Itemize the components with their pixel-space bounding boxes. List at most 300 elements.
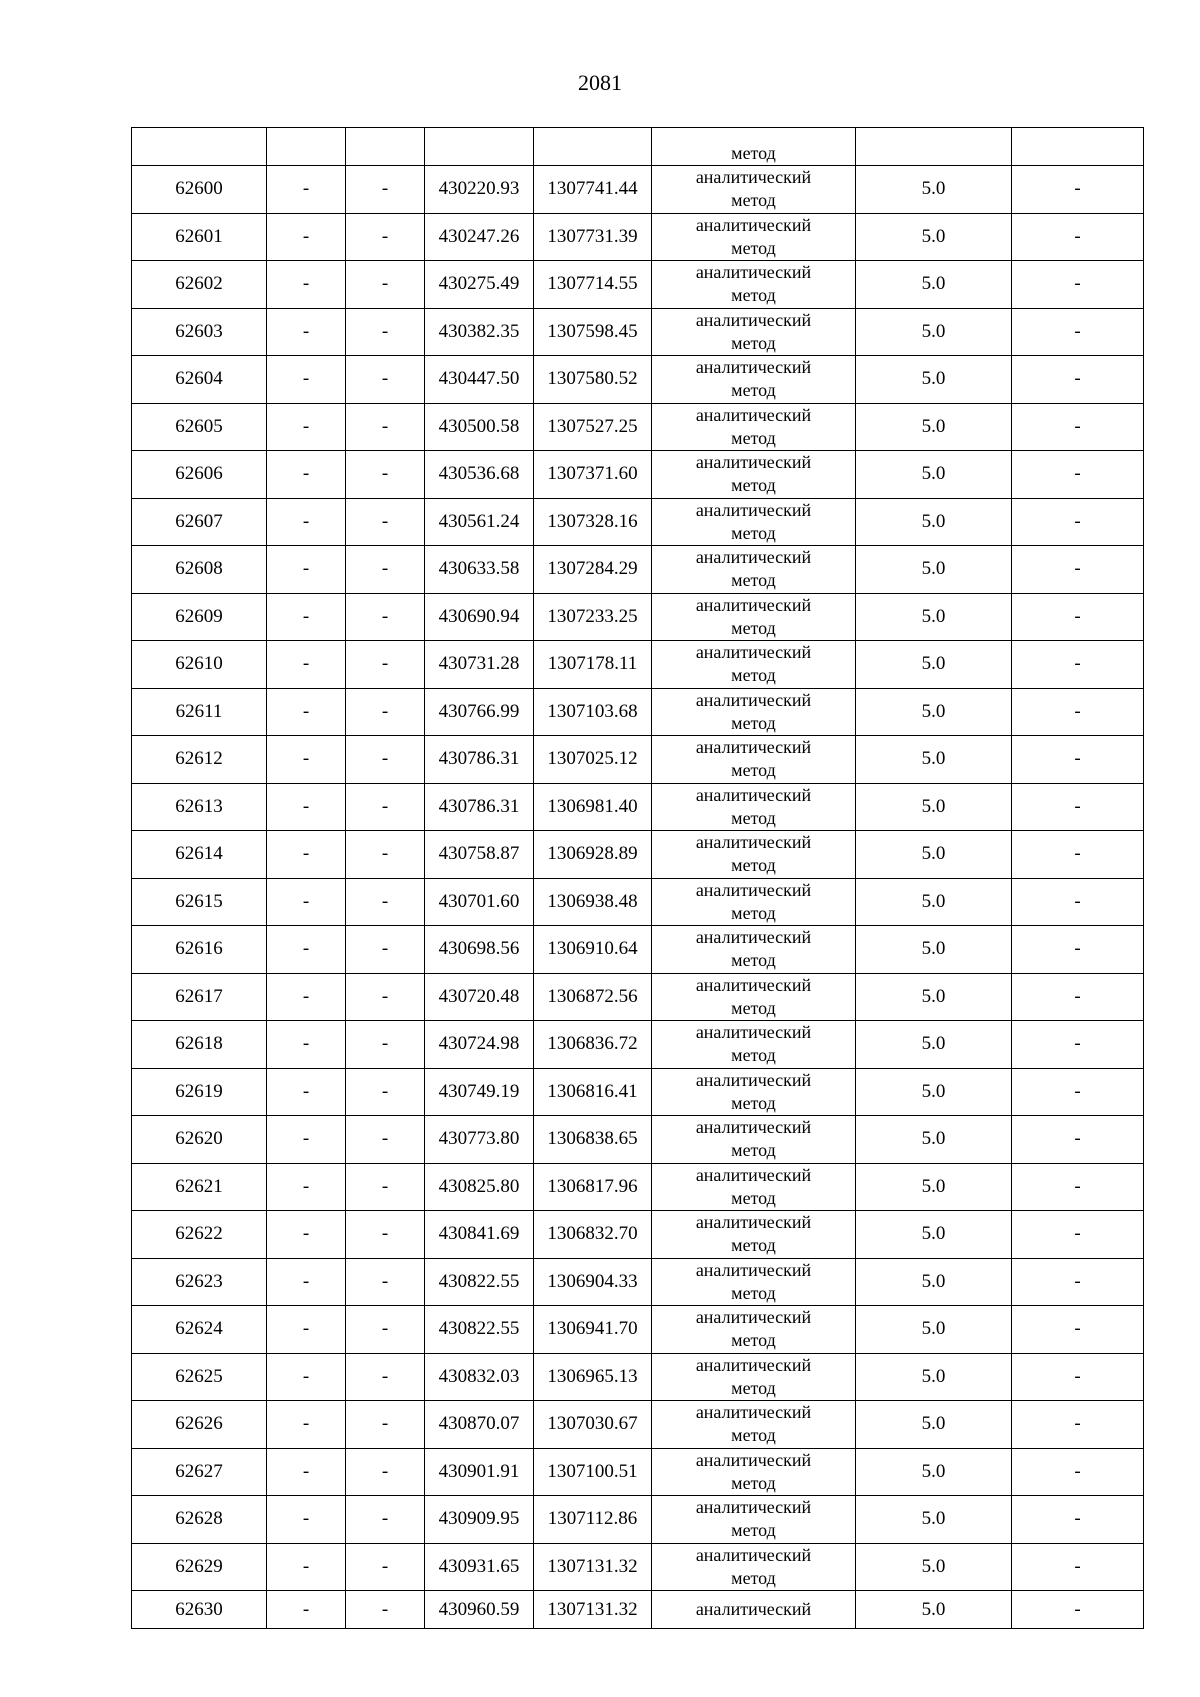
dash-cell: - bbox=[346, 641, 425, 689]
dash-cell: - bbox=[267, 1258, 346, 1306]
dash-cell: - bbox=[346, 213, 425, 261]
method-text: аналитический bbox=[695, 1449, 812, 1470]
method-cell bbox=[652, 878, 856, 926]
method-cell bbox=[652, 308, 856, 356]
table-row bbox=[132, 1163, 1144, 1211]
method-cell bbox=[652, 688, 856, 736]
x-coordinate-cell: 430561.24 bbox=[425, 498, 534, 546]
y-coordinate-cell: 1307714.55 bbox=[534, 261, 652, 309]
y-coordinate-cell: 1307741.44 bbox=[534, 166, 652, 214]
dash-cell: - bbox=[1012, 261, 1144, 309]
accuracy-cell: 5.0 bbox=[856, 261, 1012, 309]
y-coordinate-cell: 1307284.29 bbox=[534, 546, 652, 594]
method-text: аналитический bbox=[695, 927, 812, 948]
y-coordinate-cell: 1307371.60 bbox=[534, 451, 652, 499]
table-row bbox=[132, 308, 1144, 356]
method-cell bbox=[652, 1068, 856, 1116]
table-row bbox=[132, 831, 1144, 879]
method-text: аналитический bbox=[695, 499, 812, 520]
dash-cell: - bbox=[267, 783, 346, 831]
accuracy-cell: 5.0 bbox=[856, 308, 1012, 356]
x-coordinate-cell: 430841.69 bbox=[425, 1211, 534, 1259]
dash-cell: - bbox=[1012, 973, 1144, 1021]
dash-cell: - bbox=[346, 166, 425, 214]
accuracy-cell: 5.0 bbox=[856, 451, 1012, 499]
dash-cell: - bbox=[267, 403, 346, 451]
method-text: аналитический bbox=[695, 974, 812, 995]
dash-cell: - bbox=[267, 546, 346, 594]
method-cell bbox=[652, 213, 856, 261]
table-row bbox=[132, 926, 1144, 974]
x-coordinate-cell: 430731.28 bbox=[425, 641, 534, 689]
method-cell bbox=[652, 1116, 856, 1164]
method-text: метод bbox=[731, 1235, 776, 1256]
method-text: метод bbox=[731, 190, 776, 211]
y-coordinate-cell: 1306836.72 bbox=[534, 1021, 652, 1069]
table-row bbox=[132, 688, 1144, 736]
dash-cell: - bbox=[346, 831, 425, 879]
dash-cell: - bbox=[346, 1258, 425, 1306]
accuracy-cell: 5.0 bbox=[856, 213, 1012, 261]
dash-cell: - bbox=[346, 1021, 425, 1069]
method-text: аналитический bbox=[695, 404, 812, 425]
dash-cell: - bbox=[1012, 593, 1144, 641]
method-text: метод bbox=[731, 1092, 776, 1113]
dash-cell: - bbox=[1012, 356, 1144, 404]
method-text: метод bbox=[731, 1472, 776, 1493]
dash-cell: - bbox=[267, 831, 346, 879]
dash-cell: - bbox=[267, 878, 346, 926]
table-row bbox=[132, 1448, 1144, 1496]
cell-empty bbox=[534, 128, 652, 166]
method-text: метод bbox=[731, 855, 776, 876]
accuracy-cell: 5.0 bbox=[856, 1116, 1012, 1164]
point-id-cell: 62615 bbox=[132, 878, 267, 926]
point-id-cell: 62625 bbox=[132, 1353, 267, 1401]
x-coordinate-cell: 430766.99 bbox=[425, 688, 534, 736]
dash-cell: - bbox=[267, 641, 346, 689]
x-coordinate-cell: 430701.60 bbox=[425, 878, 534, 926]
method-text: аналитический bbox=[695, 1599, 812, 1619]
y-coordinate-cell: 1306941.70 bbox=[534, 1306, 652, 1354]
method-cell bbox=[652, 926, 856, 974]
point-id-cell: 62630 bbox=[132, 1591, 267, 1629]
y-coordinate-cell: 1306817.96 bbox=[534, 1163, 652, 1211]
method-text: аналитический bbox=[695, 832, 812, 853]
point-id-cell: 62616 bbox=[132, 926, 267, 974]
dash-cell: - bbox=[1012, 736, 1144, 784]
table-row bbox=[132, 1258, 1144, 1306]
dash-cell: - bbox=[267, 926, 346, 974]
x-coordinate-cell: 430786.31 bbox=[425, 783, 534, 831]
method-text: метод bbox=[731, 1187, 776, 1208]
method-text: метод bbox=[731, 760, 776, 781]
y-coordinate-cell: 1307025.12 bbox=[534, 736, 652, 784]
method-text: аналитический bbox=[695, 1544, 812, 1565]
method-text: метод bbox=[731, 570, 776, 591]
dash-cell: - bbox=[1012, 403, 1144, 451]
accuracy-cell: 5.0 bbox=[856, 1401, 1012, 1449]
method-cell bbox=[652, 736, 856, 784]
x-coordinate-cell: 430960.59 bbox=[425, 1591, 534, 1629]
point-id-cell: 62611 bbox=[132, 688, 267, 736]
dash-cell: - bbox=[1012, 1306, 1144, 1354]
continuation-row bbox=[132, 128, 1144, 166]
method-text: аналитический bbox=[695, 737, 812, 758]
accuracy-cell: 5.0 bbox=[856, 1591, 1012, 1629]
table-row bbox=[132, 451, 1144, 499]
y-coordinate-cell: 1307233.25 bbox=[534, 593, 652, 641]
table-row bbox=[132, 1591, 1144, 1629]
method-cell bbox=[652, 498, 856, 546]
x-coordinate-cell: 430749.19 bbox=[425, 1068, 534, 1116]
method-text: аналитический bbox=[695, 262, 812, 283]
accuracy-cell: 5.0 bbox=[856, 1306, 1012, 1354]
accuracy-cell: 5.0 bbox=[856, 356, 1012, 404]
dash-cell: - bbox=[346, 1353, 425, 1401]
table-row bbox=[132, 973, 1144, 1021]
table-row bbox=[132, 1068, 1144, 1116]
x-coordinate-cell: 430447.50 bbox=[425, 356, 534, 404]
x-coordinate-cell: 430773.80 bbox=[425, 1116, 534, 1164]
table-row bbox=[132, 736, 1144, 784]
y-coordinate-cell: 1307100.51 bbox=[534, 1448, 652, 1496]
method-text: аналитический bbox=[695, 879, 812, 900]
point-id-cell: 62602 bbox=[132, 261, 267, 309]
y-coordinate-cell: 1306938.48 bbox=[534, 878, 652, 926]
method-text: аналитический bbox=[695, 1354, 812, 1375]
method-text: аналитический bbox=[695, 1307, 812, 1328]
accuracy-cell: 5.0 bbox=[856, 498, 1012, 546]
method-cell bbox=[652, 546, 856, 594]
dash-cell: - bbox=[267, 1068, 346, 1116]
cell-empty bbox=[425, 128, 534, 166]
dash-cell: - bbox=[346, 973, 425, 1021]
x-coordinate-cell: 430633.58 bbox=[425, 546, 534, 594]
y-coordinate-cell: 1307580.52 bbox=[534, 356, 652, 404]
dash-cell: - bbox=[1012, 1353, 1144, 1401]
method-text: аналитический bbox=[695, 1497, 812, 1518]
table-row bbox=[132, 166, 1144, 214]
cell-empty bbox=[132, 128, 267, 166]
method-text: метод bbox=[731, 475, 776, 496]
dash-cell: - bbox=[346, 1543, 425, 1591]
accuracy-cell: 5.0 bbox=[856, 878, 1012, 926]
method-text: аналитический bbox=[695, 642, 812, 663]
method-text: метод bbox=[731, 1045, 776, 1066]
point-id-cell: 62603 bbox=[132, 308, 267, 356]
dash-cell: - bbox=[346, 1306, 425, 1354]
accuracy-cell: 5.0 bbox=[856, 641, 1012, 689]
method-cell bbox=[652, 973, 856, 1021]
dash-cell: - bbox=[267, 213, 346, 261]
point-id-cell: 62617 bbox=[132, 973, 267, 1021]
accuracy-cell: 5.0 bbox=[856, 1211, 1012, 1259]
x-coordinate-cell: 430275.49 bbox=[425, 261, 534, 309]
accuracy-cell: 5.0 bbox=[856, 1496, 1012, 1544]
point-id-cell: 62614 bbox=[132, 831, 267, 879]
dash-cell: - bbox=[1012, 498, 1144, 546]
y-coordinate-cell: 1306832.70 bbox=[534, 1211, 652, 1259]
method-cell bbox=[652, 1211, 856, 1259]
x-coordinate-cell: 430758.87 bbox=[425, 831, 534, 879]
x-coordinate-cell: 430822.55 bbox=[425, 1306, 534, 1354]
point-id-cell: 62608 bbox=[132, 546, 267, 594]
table-row bbox=[132, 1306, 1144, 1354]
method-text: аналитический bbox=[695, 1164, 812, 1185]
method-text: аналитический bbox=[695, 1259, 812, 1280]
dash-cell: - bbox=[346, 878, 425, 926]
method-cell bbox=[652, 783, 856, 831]
dash-cell: - bbox=[346, 1068, 425, 1116]
dash-cell: - bbox=[267, 1496, 346, 1544]
method-text: метод bbox=[731, 1140, 776, 1161]
y-coordinate-cell: 1306928.89 bbox=[534, 831, 652, 879]
dash-cell: - bbox=[267, 973, 346, 1021]
y-coordinate-cell: 1307527.25 bbox=[534, 403, 652, 451]
dash-cell: - bbox=[346, 1163, 425, 1211]
dash-cell: - bbox=[267, 1591, 346, 1629]
method-cell bbox=[652, 1448, 856, 1496]
dash-cell: - bbox=[346, 356, 425, 404]
dash-cell: - bbox=[1012, 1543, 1144, 1591]
method-text: метод bbox=[731, 807, 776, 828]
dash-cell: - bbox=[346, 593, 425, 641]
y-coordinate-cell: 1306816.41 bbox=[534, 1068, 652, 1116]
table-row bbox=[132, 213, 1144, 261]
point-id-cell: 62604 bbox=[132, 356, 267, 404]
cell-empty bbox=[856, 128, 1012, 166]
dash-cell: - bbox=[346, 1448, 425, 1496]
y-coordinate-cell: 1306872.56 bbox=[534, 973, 652, 1021]
point-id-cell: 62600 bbox=[132, 166, 267, 214]
dash-cell: - bbox=[346, 1401, 425, 1449]
dash-cell: - bbox=[267, 166, 346, 214]
point-id-cell: 62612 bbox=[132, 736, 267, 784]
y-coordinate-cell: 1306838.65 bbox=[534, 1116, 652, 1164]
dash-cell: - bbox=[267, 498, 346, 546]
cell-empty bbox=[1012, 128, 1144, 166]
accuracy-cell: 5.0 bbox=[856, 926, 1012, 974]
x-coordinate-cell: 430382.35 bbox=[425, 308, 534, 356]
dash-cell: - bbox=[1012, 641, 1144, 689]
x-coordinate-cell: 430825.80 bbox=[425, 1163, 534, 1211]
point-id-cell: 62618 bbox=[132, 1021, 267, 1069]
x-coordinate-cell: 430822.55 bbox=[425, 1258, 534, 1306]
method-cell bbox=[652, 831, 856, 879]
table-row bbox=[132, 403, 1144, 451]
dash-cell: - bbox=[267, 261, 346, 309]
dash-cell: - bbox=[346, 736, 425, 784]
method-text: метод bbox=[731, 1520, 776, 1541]
dash-cell: - bbox=[346, 261, 425, 309]
dash-cell: - bbox=[267, 1401, 346, 1449]
point-id-cell: 62620 bbox=[132, 1116, 267, 1164]
table-row bbox=[132, 783, 1144, 831]
table-row bbox=[132, 1401, 1144, 1449]
point-id-cell: 62609 bbox=[132, 593, 267, 641]
table-row bbox=[132, 261, 1144, 309]
point-id-cell: 62627 bbox=[132, 1448, 267, 1496]
method-cell bbox=[652, 128, 856, 166]
point-id-cell: 62619 bbox=[132, 1068, 267, 1116]
point-id-cell: 62606 bbox=[132, 451, 267, 499]
point-id-cell: 62605 bbox=[132, 403, 267, 451]
method-text: аналитический bbox=[695, 689, 812, 710]
x-coordinate-cell: 430870.07 bbox=[425, 1401, 534, 1449]
accuracy-cell: 5.0 bbox=[856, 831, 1012, 879]
method-text: аналитический bbox=[695, 1402, 812, 1423]
point-id-cell: 62626 bbox=[132, 1401, 267, 1449]
table-row bbox=[132, 1543, 1144, 1591]
method-text: метод bbox=[731, 1567, 776, 1588]
accuracy-cell: 5.0 bbox=[856, 1258, 1012, 1306]
dash-cell: - bbox=[346, 688, 425, 736]
y-coordinate-cell: 1307030.67 bbox=[534, 1401, 652, 1449]
accuracy-cell: 5.0 bbox=[856, 166, 1012, 214]
x-coordinate-cell: 430786.31 bbox=[425, 736, 534, 784]
y-coordinate-cell: 1307103.68 bbox=[534, 688, 652, 736]
dash-cell: - bbox=[1012, 1448, 1144, 1496]
accuracy-cell: 5.0 bbox=[856, 783, 1012, 831]
dash-cell: - bbox=[346, 1211, 425, 1259]
cell-empty bbox=[267, 128, 346, 166]
method-cell bbox=[652, 356, 856, 404]
dash-cell: - bbox=[1012, 308, 1144, 356]
point-id-cell: 62623 bbox=[132, 1258, 267, 1306]
dash-cell: - bbox=[267, 1211, 346, 1259]
y-coordinate-cell: 1307598.45 bbox=[534, 308, 652, 356]
method-cell bbox=[652, 1306, 856, 1354]
y-coordinate-cell: 1307178.11 bbox=[534, 641, 652, 689]
x-coordinate-cell: 430536.68 bbox=[425, 451, 534, 499]
y-coordinate-cell: 1306981.40 bbox=[534, 783, 652, 831]
accuracy-cell: 5.0 bbox=[856, 546, 1012, 594]
point-id-cell: 62613 bbox=[132, 783, 267, 831]
dash-cell: - bbox=[1012, 831, 1144, 879]
table-row bbox=[132, 878, 1144, 926]
method-text: аналитический bbox=[695, 1117, 812, 1138]
method-cell bbox=[652, 261, 856, 309]
dash-cell: - bbox=[346, 403, 425, 451]
x-coordinate-cell: 430832.03 bbox=[425, 1353, 534, 1401]
table-row bbox=[132, 1496, 1144, 1544]
dash-cell: - bbox=[267, 451, 346, 499]
point-id-cell: 62622 bbox=[132, 1211, 267, 1259]
point-id-cell: 62628 bbox=[132, 1496, 267, 1544]
dash-cell: - bbox=[1012, 1163, 1144, 1211]
dash-cell: - bbox=[267, 593, 346, 641]
x-coordinate-cell: 430724.98 bbox=[425, 1021, 534, 1069]
dash-cell: - bbox=[1012, 451, 1144, 499]
point-id-cell: 62621 bbox=[132, 1163, 267, 1211]
dash-cell: - bbox=[267, 736, 346, 784]
dash-cell: - bbox=[346, 1116, 425, 1164]
y-coordinate-cell: 1307328.16 bbox=[534, 498, 652, 546]
method-text: метод bbox=[731, 427, 776, 448]
dash-cell: - bbox=[267, 1543, 346, 1591]
table-row bbox=[132, 641, 1144, 689]
dash-cell: - bbox=[346, 1591, 425, 1629]
dash-cell: - bbox=[346, 498, 425, 546]
dash-cell: - bbox=[267, 356, 346, 404]
point-id-cell: 62624 bbox=[132, 1306, 267, 1354]
method-cell bbox=[652, 593, 856, 641]
point-id-cell: 62629 bbox=[132, 1543, 267, 1591]
method-text: метод bbox=[731, 665, 776, 686]
dash-cell: - bbox=[1012, 546, 1144, 594]
method-text: метод bbox=[731, 950, 776, 971]
method-cell bbox=[652, 1496, 856, 1544]
table-row bbox=[132, 356, 1144, 404]
dash-cell: - bbox=[267, 1163, 346, 1211]
method-text: аналитический bbox=[695, 309, 812, 330]
accuracy-cell: 5.0 bbox=[856, 1021, 1012, 1069]
method-cell bbox=[652, 1258, 856, 1306]
method-cell bbox=[652, 451, 856, 499]
accuracy-cell: 5.0 bbox=[856, 1543, 1012, 1591]
accuracy-cell: 5.0 bbox=[856, 593, 1012, 641]
dash-cell: - bbox=[267, 308, 346, 356]
table-row bbox=[132, 1353, 1144, 1401]
accuracy-cell: 5.0 bbox=[856, 688, 1012, 736]
dash-cell: - bbox=[346, 546, 425, 594]
dash-cell: - bbox=[1012, 1116, 1144, 1164]
method-text: метод bbox=[731, 1330, 776, 1351]
dash-cell: - bbox=[267, 1353, 346, 1401]
method-text: аналитический bbox=[695, 357, 812, 378]
method-text: аналитический bbox=[695, 1022, 812, 1043]
y-coordinate-cell: 1306910.64 bbox=[534, 926, 652, 974]
x-coordinate-cell: 430220.93 bbox=[425, 166, 534, 214]
accuracy-cell: 5.0 bbox=[856, 1068, 1012, 1116]
dash-cell: - bbox=[346, 451, 425, 499]
method-cell bbox=[652, 641, 856, 689]
method-text: метод bbox=[731, 712, 776, 733]
method-cell bbox=[652, 1591, 856, 1629]
method-text: метод bbox=[731, 902, 776, 923]
x-coordinate-cell: 430247.26 bbox=[425, 213, 534, 261]
x-coordinate-cell: 430901.91 bbox=[425, 1448, 534, 1496]
dash-cell: - bbox=[1012, 926, 1144, 974]
x-coordinate-cell: 430500.58 bbox=[425, 403, 534, 451]
table-row bbox=[132, 1116, 1144, 1164]
method-text: метод bbox=[731, 522, 776, 543]
dash-cell: - bbox=[1012, 1591, 1144, 1629]
method-cell bbox=[652, 1401, 856, 1449]
method-text: метод bbox=[731, 1425, 776, 1446]
x-coordinate-cell: 430698.56 bbox=[425, 926, 534, 974]
dash-cell: - bbox=[1012, 688, 1144, 736]
y-coordinate-cell: 1306965.13 bbox=[534, 1353, 652, 1401]
dash-cell: - bbox=[1012, 783, 1144, 831]
method-text: аналитический bbox=[695, 594, 812, 615]
dash-cell: - bbox=[1012, 166, 1144, 214]
table-row bbox=[132, 546, 1144, 594]
y-coordinate-cell: 1307731.39 bbox=[534, 213, 652, 261]
method-text: аналитический bbox=[695, 1212, 812, 1233]
x-coordinate-cell: 430931.65 bbox=[425, 1543, 534, 1591]
method-text: метод bbox=[731, 617, 776, 638]
accuracy-cell: 5.0 bbox=[856, 1163, 1012, 1211]
cell-empty bbox=[346, 128, 425, 166]
method-text: метод bbox=[731, 143, 776, 163]
dash-cell: - bbox=[1012, 1258, 1144, 1306]
coordinates-table bbox=[131, 127, 1144, 1629]
method-text: аналитический bbox=[695, 1069, 812, 1090]
table-row bbox=[132, 1211, 1144, 1259]
method-text: метод bbox=[731, 237, 776, 258]
